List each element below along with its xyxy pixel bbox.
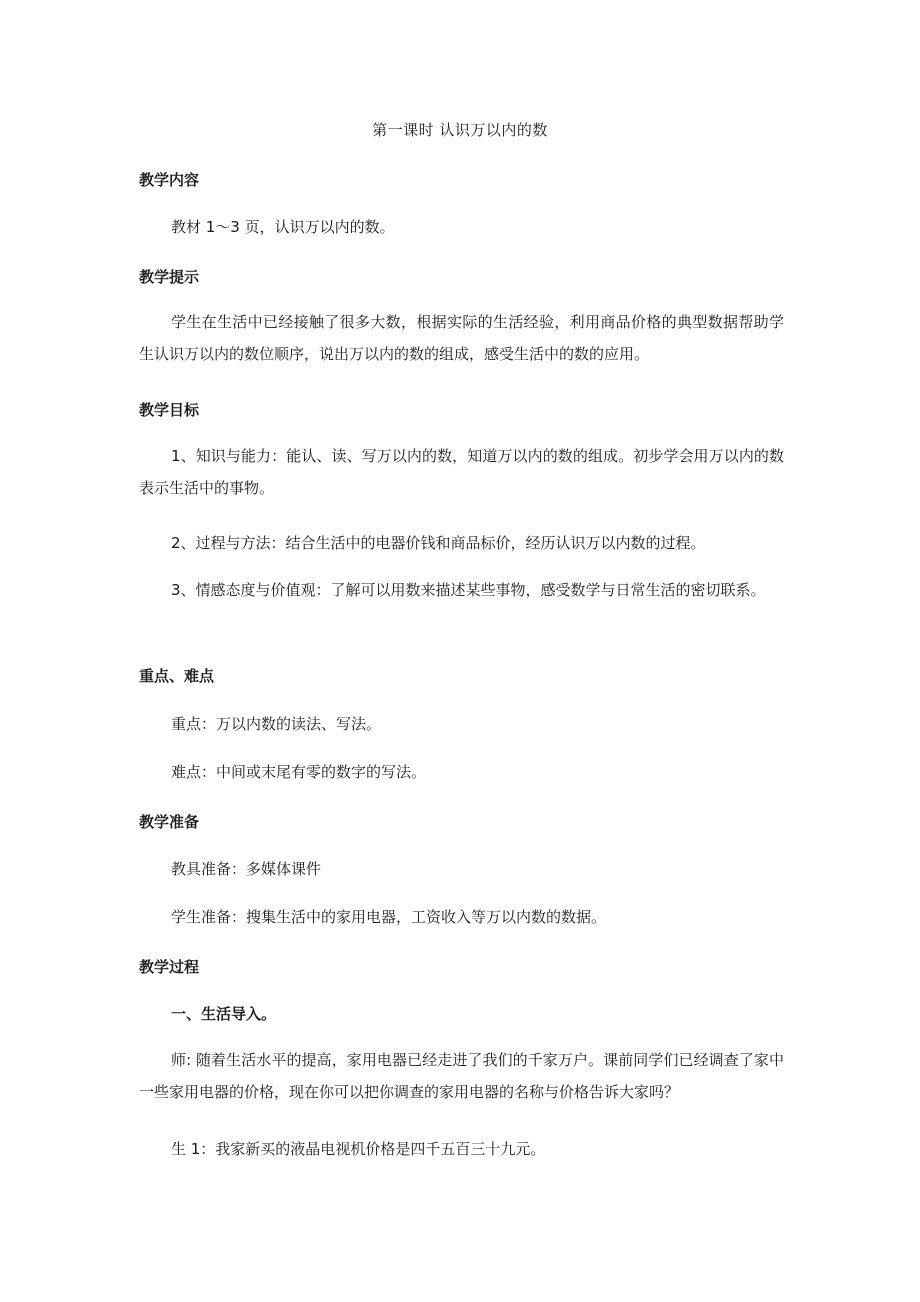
heading-teaching-hint: 教学提示	[139, 268, 200, 286]
key-point-text: 重点：万以内数的读法、写法。	[171, 715, 382, 733]
heading-teaching-goals: 教学目标	[139, 401, 200, 419]
heading-teaching-process: 教学过程	[139, 958, 200, 976]
teacher-preparation-text: 教具准备：多媒体课件	[171, 860, 322, 878]
goal-item-3: 3、情感态度与价值观：了解可以用数来描述某些事物，感受数学与日常生活的密切联系。	[171, 581, 766, 599]
student-preparation-text: 学生准备：搜集生活中的家用电器，工资收入等万以内数的数据。	[171, 908, 607, 926]
teacher-dialogue-line: 师: 随着生活水平的提高，家用电器已经走进了我们的千家万户。课前同学们已经调查了家中一些家用电器的价格，现在你可以把你调查的家用电器的名称与价格告诉大家吗？	[139, 1051, 784, 1101]
student-dialogue-line: 生 1：我家新买的液晶电视机价格是四千五百三十九元。	[171, 1140, 546, 1158]
teaching-hint-text: 学生在生活中已经接触了很多大数，根据实际的生活经验，利用商品价格的典型数据帮助学生认识万以内的数位顺序，说出万以内的数的组成，感受生活中的数的应用。	[139, 313, 784, 363]
goal-item-1: 1、知识与能力：能认、读、写万以内的数，知道万以内的数的组成。初步学会用万以内的数表示生活中的事物。	[139, 447, 784, 497]
goal-item-2: 2、过程与方法：结合生活中的电器价钱和商品标价，经历认识万以内数的过程。	[171, 534, 706, 552]
heading-key-points: 重点、难点	[139, 667, 215, 685]
heading-preparation: 教学准备	[139, 813, 200, 831]
difficult-point-text: 难点：中间或末尾有零的数字的写法。	[171, 763, 427, 781]
process-step-1-title: 一、生活导入。	[171, 1005, 277, 1023]
heading-teaching-content: 教学内容	[139, 171, 200, 189]
document-title: 第一课时 认识万以内的数	[372, 121, 548, 139]
teaching-content-text: 教材 1～3 页，认识万以内的数。	[171, 218, 395, 236]
